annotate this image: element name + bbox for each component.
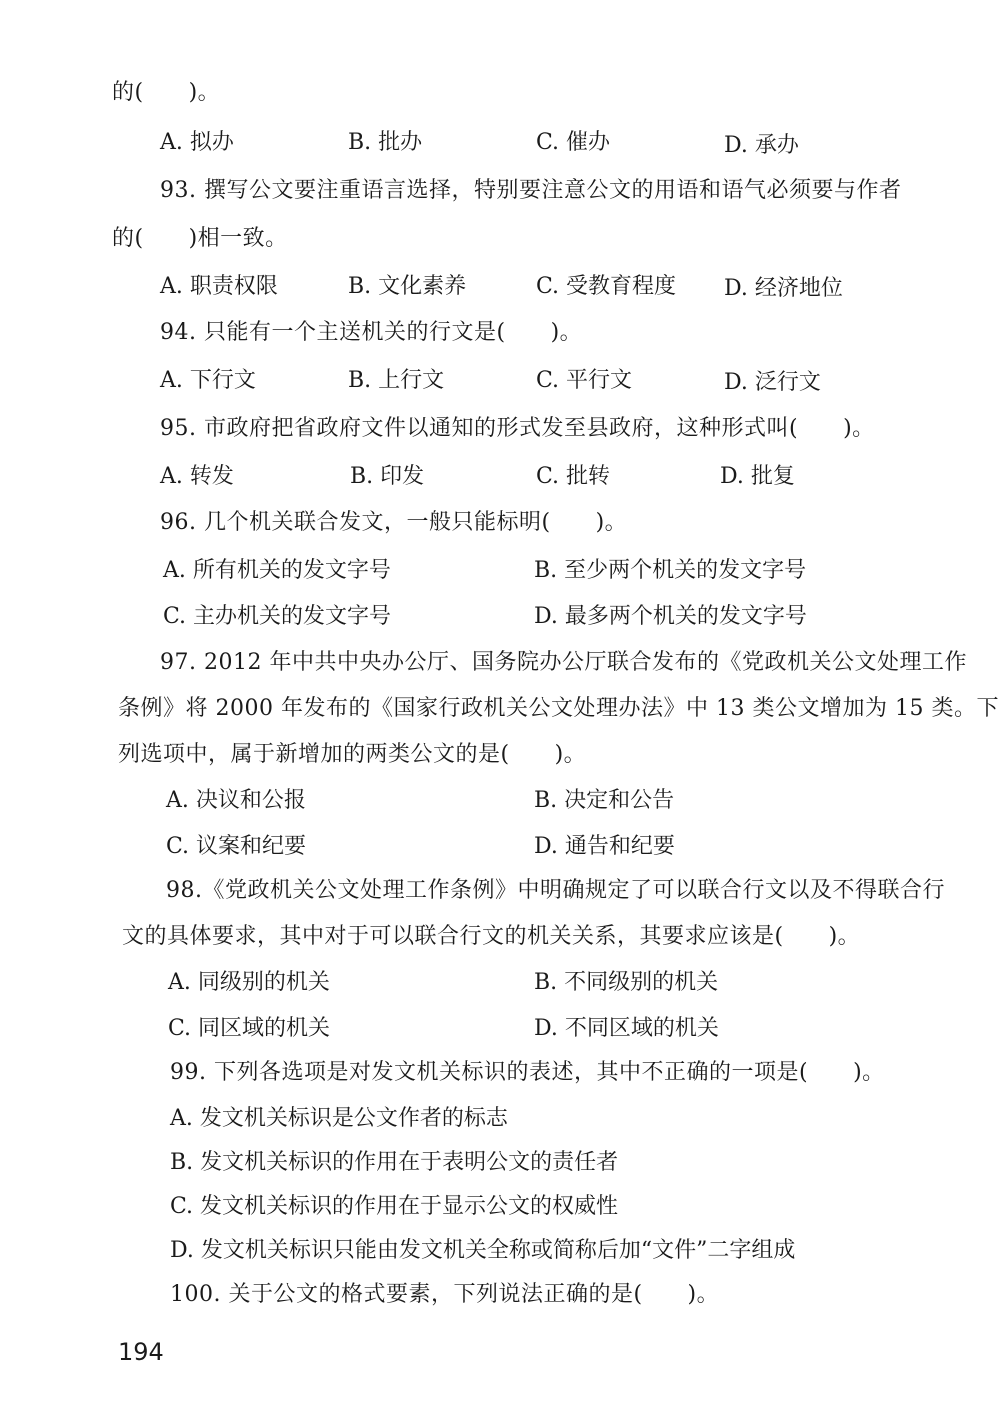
q98-option-b: B. 不同级别的机关 (534, 970, 719, 995)
q92-option-d: D. 承办 (724, 133, 799, 158)
q92-stem-tail: 的( )。 (112, 80, 221, 105)
q96-option-a: A. 所有机关的发文字号 (163, 558, 391, 583)
q94-stem: 94. 只能有一个主送机关的行文是( )。 (160, 320, 583, 345)
q97-option-a: A. 决议和公报 (166, 788, 306, 813)
q95-option-c: C. 批转 (536, 464, 611, 489)
q93-option-d: D. 经济地位 (724, 276, 843, 301)
q98-option-a: A. 同级别的机关 (168, 970, 330, 995)
q95-option-a: A. 转发 (160, 464, 234, 489)
q98-option-d: D. 不同区域的机关 (534, 1016, 719, 1041)
q98-stem-line1: 98.《党政机关公文处理工作条例》中明确规定了可以联合行文以及不得联合行 (166, 878, 945, 903)
q95-stem: 95. 市政府把省政府文件以通知的形式发至县政府，这种形式叫( )。 (160, 416, 875, 441)
q99-option-c: C. 发文机关标识的作用在于显示公文的权威性 (170, 1194, 619, 1219)
q97-stem-line1: 97. 2012 年中共中央办公厅、国务院办公厅联合发布的《党政机关公文处理工作 (160, 650, 967, 675)
q97-option-b: B. 决定和公告 (534, 788, 675, 813)
q96-stem: 96. 几个机关联合发文，一般只能标明( )。 (160, 510, 628, 535)
q99-stem: 99. 下列各选项是对发文机关标识的表述，其中不正确的一项是( )。 (170, 1060, 885, 1085)
q97-stem-line3: 列选项中，属于新增加的两类公文的是( )。 (118, 742, 587, 767)
q93-option-b: B. 文化素养 (348, 274, 467, 299)
q99-option-b: B. 发文机关标识的作用在于表明公文的责任者 (170, 1150, 619, 1175)
q96-option-b: B. 至少两个机关的发文字号 (534, 558, 807, 583)
q97-option-c: C. 议案和纪要 (166, 834, 307, 859)
q93-option-a: A. 职责权限 (160, 274, 278, 299)
q100-stem: 100. 关于公文的格式要素，下列说法正确的是( )。 (170, 1282, 720, 1307)
q93-stem-line1: 93. 撰写公文要注重语言选择，特别要注意公文的用语和语气必须要与作者 (160, 178, 902, 203)
q97-stem-line2: 条例》将 2000 年发布的《国家行政机关公文处理办法》中 13 类公文增加为 15 类。下 (118, 696, 999, 721)
q92-option-a: A. 拟办 (160, 130, 234, 155)
q94-option-c: C. 平行文 (536, 368, 633, 393)
q96-option-c: C. 主办机关的发文字号 (163, 604, 392, 629)
q93-stem-line2: 的( )相一致。 (112, 226, 288, 251)
q96-option-d: D. 最多两个机关的发文字号 (534, 604, 807, 629)
q92-option-b: B. 批办 (348, 130, 423, 155)
page-number: 194 (118, 1338, 164, 1366)
q94-option-b: B. 上行文 (348, 368, 445, 393)
q97-option-d: D. 通告和纪要 (534, 834, 675, 859)
q92-option-c: C. 催办 (536, 130, 611, 155)
q95-option-b: B. 印发 (350, 464, 425, 489)
q98-stem-line2: 文的具体要求，其中对于可以联合行文的机关关系，其要求应该是( )。 (122, 924, 861, 949)
q95-option-d: D. 批复 (720, 464, 795, 489)
q94-option-d: D. 泛行文 (724, 370, 821, 395)
q93-option-c: C. 受教育程度 (536, 274, 677, 299)
q99-option-d: D. 发文机关标识只能由发文机关全称或简称后加“文件”二字组成 (170, 1238, 796, 1263)
q98-option-c: C. 同区域的机关 (168, 1016, 331, 1041)
q94-option-a: A. 下行文 (160, 368, 256, 393)
q99-option-a: A. 发文机关标识是公文作者的标志 (170, 1106, 508, 1131)
